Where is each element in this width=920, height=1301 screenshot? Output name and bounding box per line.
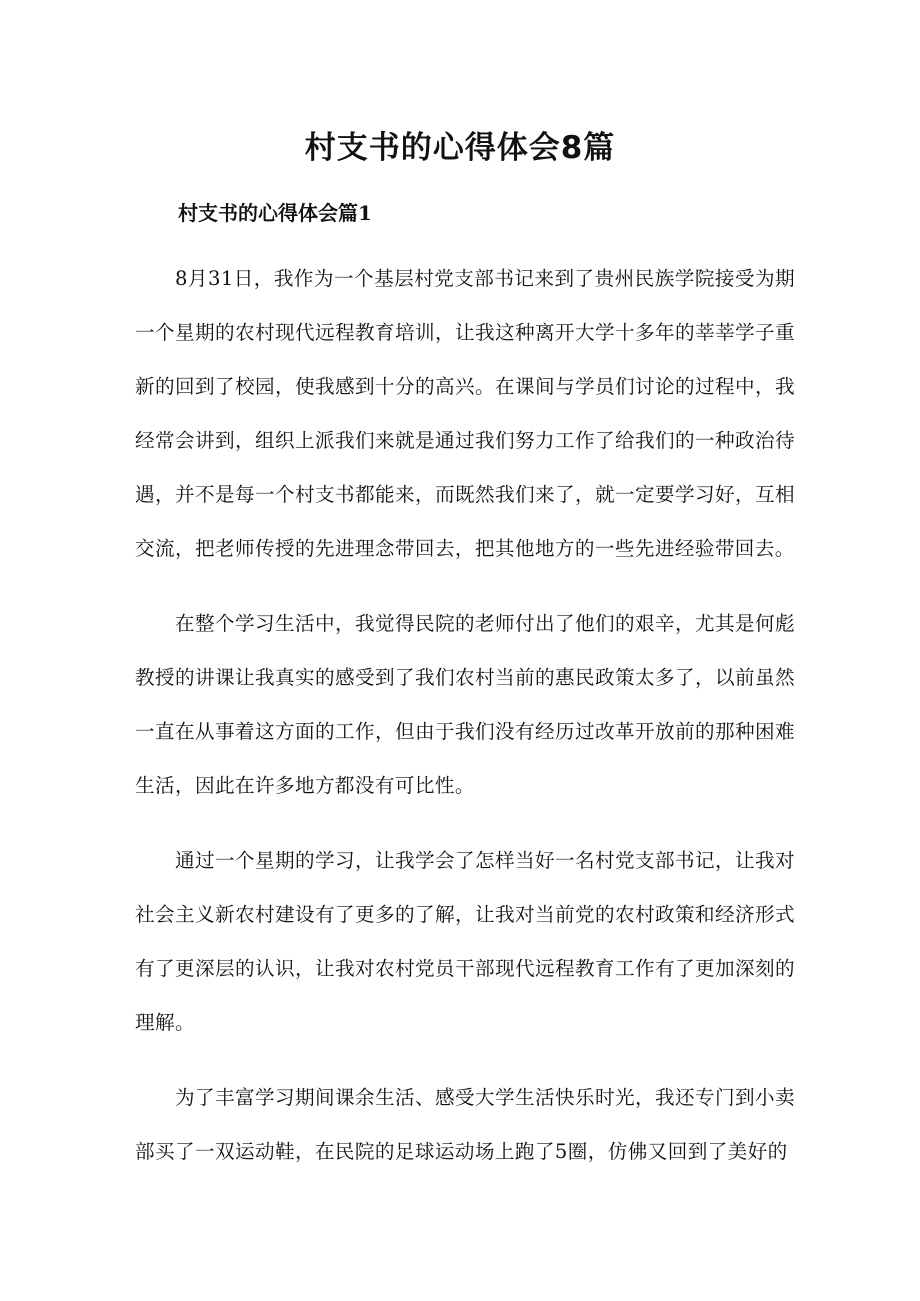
paragraph-1: 8月31日，我作为一个基层村党支部书记来到了贵州民族学院接受为期一个星期的农村现代远程教育培训，让我这种离开大学十多年的莘莘学子重新的回到了校园，使我感到十分的高兴。在课间与学员们讨论的过程中，我经常会讲到，组织上派我们来就是通过我们努力工作了给我们的一种政治待遇，并不是每一个村支书都能来，而既然我们来了，就一定要学习好，互相交流，把老师传授的先进理念带回去，把其他地方的一些先进经验带回去。 [135,267,795,560]
section-heading: 村支书的心得体会篇1 [178,201,372,225]
paragraph-4: 为了丰富学习期间课余生活、感受大学生活快乐时光，我还专门到小卖部买了一双运动鞋，在民院的足球运动场上跑了5圈，仿佛又回到了美好的 [135,1086,795,1163]
paragraph-3: 通过一个星期的学习，让我学会了怎样当好一名村党支部书记，让我对社会主义新农村建设有了更多的了解，让我对当前党的农村政策和经济形式有了更深层的认识，让我对农村党员干部现代远程教育工作有了更加深刻的理解。 [135,849,795,1034]
paragraph-2: 在整个学习生活中，我觉得民院的老师付出了他们的艰辛，尤其是何彪教授的讲课让我真实的感受到了我们农村当前的惠民政策太多了，以前虽然一直在从事着这方面的工作，但由于我们没有经历过改革开放前的那种困难生活，因此在许多地方都没有可比性。 [135,612,795,797]
document-title: 村支书的心得体会8篇 [304,130,616,166]
